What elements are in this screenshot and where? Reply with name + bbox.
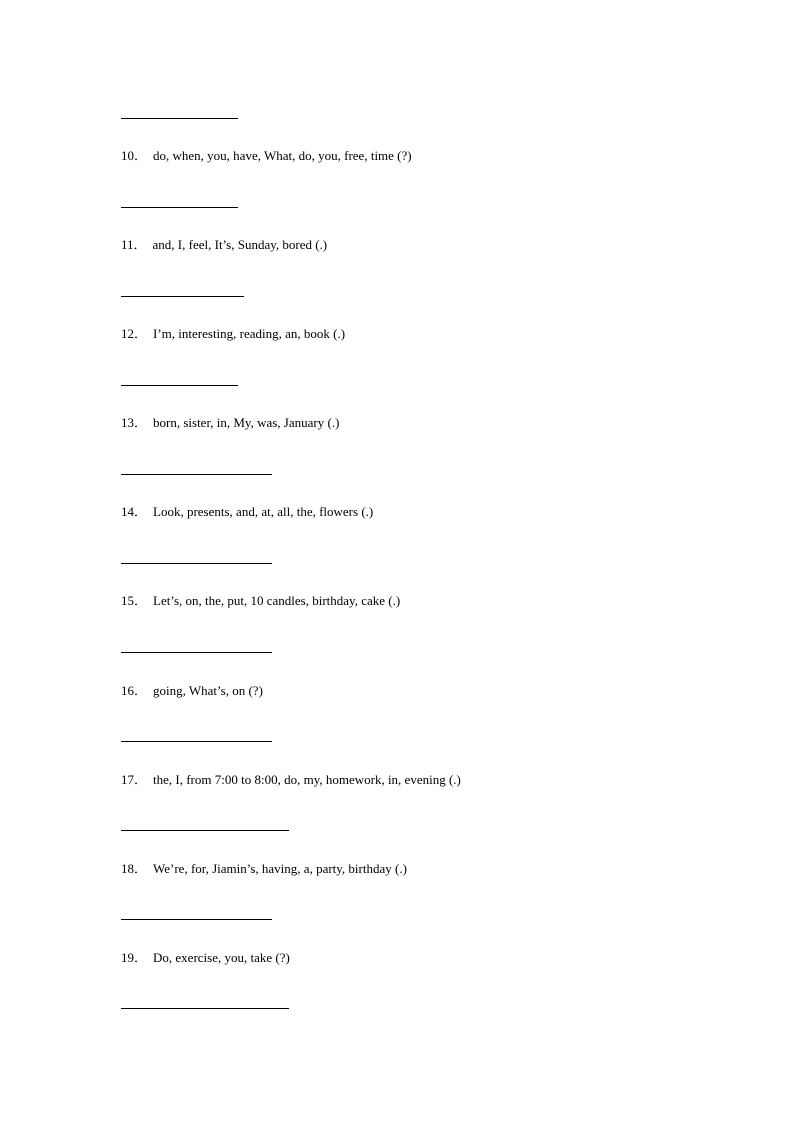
question-number: 12． xyxy=(121,326,148,341)
question-text: Do, exercise, you, take (?) xyxy=(153,950,290,965)
question-number: 11． xyxy=(121,237,147,252)
answer-line-17 xyxy=(121,830,289,831)
question-text: born, sister, in, My, was, January (.) xyxy=(153,415,340,430)
question-19 xyxy=(121,950,290,966)
question-11 xyxy=(121,237,327,253)
question-14 xyxy=(121,504,373,520)
question-16 xyxy=(121,683,263,699)
question-text: going, What’s, on (?) xyxy=(153,683,263,698)
question-text: Look, presents, and, at, all, the, flowers (.) xyxy=(153,504,374,519)
question-number: 15． xyxy=(121,593,148,608)
question-number: 10． xyxy=(121,148,148,163)
question-12 xyxy=(121,326,345,342)
question-number: 17． xyxy=(121,772,148,787)
question-10 xyxy=(121,148,412,164)
answer-line-18 xyxy=(121,919,272,920)
question-number: 18． xyxy=(121,861,148,876)
question-17 xyxy=(121,772,461,788)
answer-line-16 xyxy=(121,741,272,742)
question-text: the, I, from 7:00 to 8:00, do, my, homework, in, evening (.) xyxy=(153,772,461,787)
question-18 xyxy=(121,861,407,877)
question-text: We’re, for, Jiamin’s, having, a, party, birthday (.) xyxy=(153,861,407,876)
question-text: Let’s, on, the, put, 10 candles, birthday, cake (.) xyxy=(153,593,401,608)
answer-line-13 xyxy=(121,474,272,475)
answer-line-15 xyxy=(121,652,272,653)
question-13 xyxy=(121,415,339,431)
question-text: and, I, feel, It’s, Sunday, bored (.) xyxy=(152,237,328,252)
question-text: do, when, you, have, What, do, you, free, time (?) xyxy=(153,148,412,163)
answer-line-11 xyxy=(121,296,244,297)
question-15 xyxy=(121,593,400,609)
question-number: 19． xyxy=(121,950,148,965)
answer-line-12 xyxy=(121,385,238,386)
question-number: 13． xyxy=(121,415,148,430)
answer-line-14 xyxy=(121,563,272,564)
answer-line-9 xyxy=(121,118,238,119)
answer-line-10 xyxy=(121,207,238,208)
question-text: I’m, interesting, reading, an, book (.) xyxy=(153,326,346,341)
answer-line-19 xyxy=(121,1008,289,1009)
question-number: 16． xyxy=(121,683,148,698)
question-number: 14． xyxy=(121,504,148,519)
